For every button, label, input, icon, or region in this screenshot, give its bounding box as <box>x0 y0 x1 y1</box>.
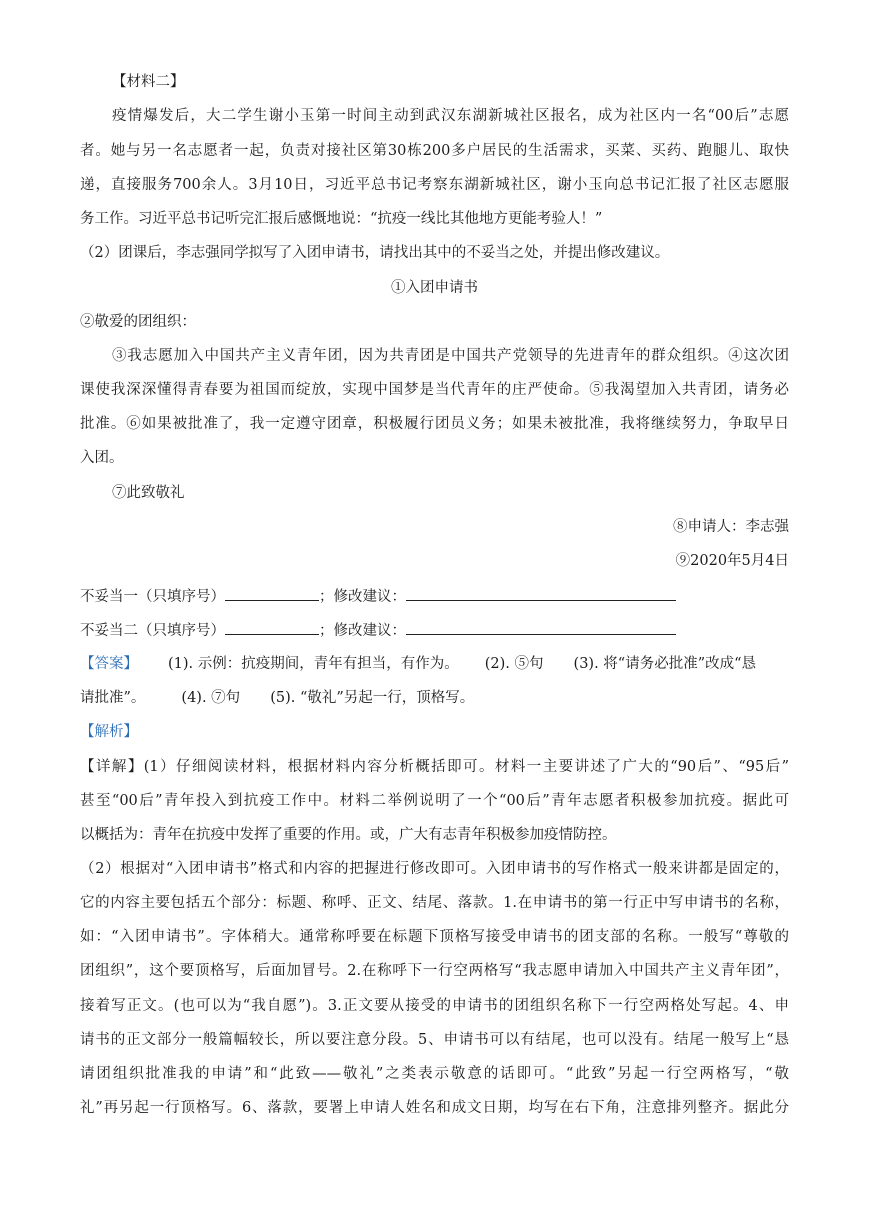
fill-row-2 <box>80 620 676 641</box>
answer-3-cont: 请批准”。 <box>80 690 146 706</box>
answer-2: (2). ⑤句 <box>484 656 544 672</box>
analysis-line-9: 请书的正文部分一般篇幅较长，所以要注意分段。5、申请书可以有结尾，也可以没有。结尾一般写上“恳 <box>80 1032 789 1048</box>
letter-body-line-3: 批准。⑥如果被批准了，我一定遵守团章，积极履行团员义务；如果未被批准，我将继续努力，争取早日 <box>80 416 789 432</box>
answer-tag: 【答案】 <box>80 656 138 672</box>
letter-salutation: ②敬爱的团组织： <box>80 314 196 330</box>
fill-label-1: 不妥当一（只填序号） <box>80 589 225 605</box>
answer-blank-2[interactable] <box>225 620 319 635</box>
answer-line-2 <box>80 688 474 708</box>
analysis-line-6: 如：“入团申请书”。字体稍大。通常称呼要在标题下顶格写接受申请书的团支部的名称。一般写“尊敬的 <box>80 929 789 945</box>
analysis-line-5: 它的内容主要包括五个部分：标题、称呼、正文、结尾、落款。1.在申请书的第一行正中写申请书的名称， <box>80 895 789 911</box>
answer-3: (3). 将“请务必批准”改成“恳 <box>573 656 757 672</box>
material2-line-1: 疫情爆发后，大二学生谢小玉第一时间主动到武汉东湖新城社区报名，成为社区内一名“00后”志愿 <box>112 108 789 124</box>
analysis-line-1: 【详解】(1）仔细阅读材料，根据材料内容分析概括即可。材料一主要讲述了广大的“90后”、“95后” <box>80 759 789 775</box>
answer-1: (1). 示例：抗疫期间，青年有担当，有作为。 <box>168 656 459 672</box>
fill-sep-1: ；修改建议： <box>319 589 406 605</box>
material2-heading: 【材料二】 <box>112 74 185 90</box>
analysis-line-11: 礼”再另起一行顶格写。6、落款，要署上申请人姓名和成文日期，均写在右下角，注意排列整齐。据此分 <box>80 1100 789 1116</box>
question-2: （2）团课后，李志强同学拟写了入团申请书，请找出其中的不妥当之处，并提出修改建议。 <box>80 245 670 261</box>
analysis-line-4: （2）根据对“入团申请书”格式和内容的把握进行修改即可。入团申请书的写作格式一般来讲都是固定的， <box>80 861 790 877</box>
suggestion-blank-2[interactable] <box>406 620 676 635</box>
letter-title: ①入团申请书 <box>391 280 478 296</box>
material2-line-3: 递，直接服务700余人。3月10日，习近平总书记考察东湖新城社区，谢小玉向总书记汇报了社区志愿服 <box>80 177 789 193</box>
letter-body-line-1: ③我志愿加入中国共产主义青年团，因为共青团是中国共产党领导的先进青年的群众组织。④这次团 <box>112 348 789 364</box>
letter-body-line-4: 入团。 <box>80 450 124 466</box>
letter-body-line-2: 课使我深深懂得青春要为祖国而绽放，实现中国梦是当代青年的庄严使命。⑤我渴望加入共青团，请务必 <box>80 382 789 398</box>
fill-row-1 <box>80 586 676 607</box>
answer-blank-1[interactable] <box>225 586 319 601</box>
analysis-tag: 【解析】 <box>80 724 138 740</box>
material2-line-2: 者。她与另一名志愿者一起，负责对接社区第30栋200多户居民的生活需求，买菜、买药、跑腿儿、取快 <box>80 143 789 159</box>
analysis-line-2: 甚至“00后”青年投入到抗疫工作中。材料二举例说明了一个“00后”青年志愿者积极参加抗疫。据此可 <box>80 793 789 809</box>
analysis-line-3: 以概括为：青年在抗疫中发挥了重要的作用。或，广大有志青年积极参加疫情防控。 <box>80 827 617 843</box>
fill-sep-2: ；修改建议： <box>319 623 406 639</box>
answer-5: (5). “敬礼”另起一行，顶格写。 <box>270 690 475 706</box>
answer-4: (4). ⑦句 <box>181 690 241 706</box>
letter-signer: ⑧申请人：李志强 <box>673 519 789 535</box>
fill-label-2: 不妥当二（只填序号） <box>80 623 225 639</box>
letter-date: ⑨2020年5月4日 <box>675 553 789 569</box>
material2-line-4: 务工作。习近平总书记听完汇报后感慨地说：“抗疫一线比其他地方更能考验人！” <box>80 211 603 227</box>
letter-closing: ⑦此致敬礼 <box>112 485 185 501</box>
analysis-line-8: 接着写正文。(也可以为“我自愿”)。3.正文要从接受的申请书的团组织名称下一行空两格处写起。4、申 <box>80 998 789 1014</box>
suggestion-blank-1[interactable] <box>406 586 676 601</box>
answer-line-1 <box>80 654 756 674</box>
analysis-line-10: 请团组织批准我的申请”和“此致——敬礼”之类表示敬意的话即可。“此致”另起一行空两格写，“敬 <box>80 1066 789 1082</box>
analysis-line-7: 团组织”，这个要顶格写，后面加冒号。2.在称呼下一行空两格写“我志愿申请加入中国共产主义青年团”， <box>80 963 789 979</box>
